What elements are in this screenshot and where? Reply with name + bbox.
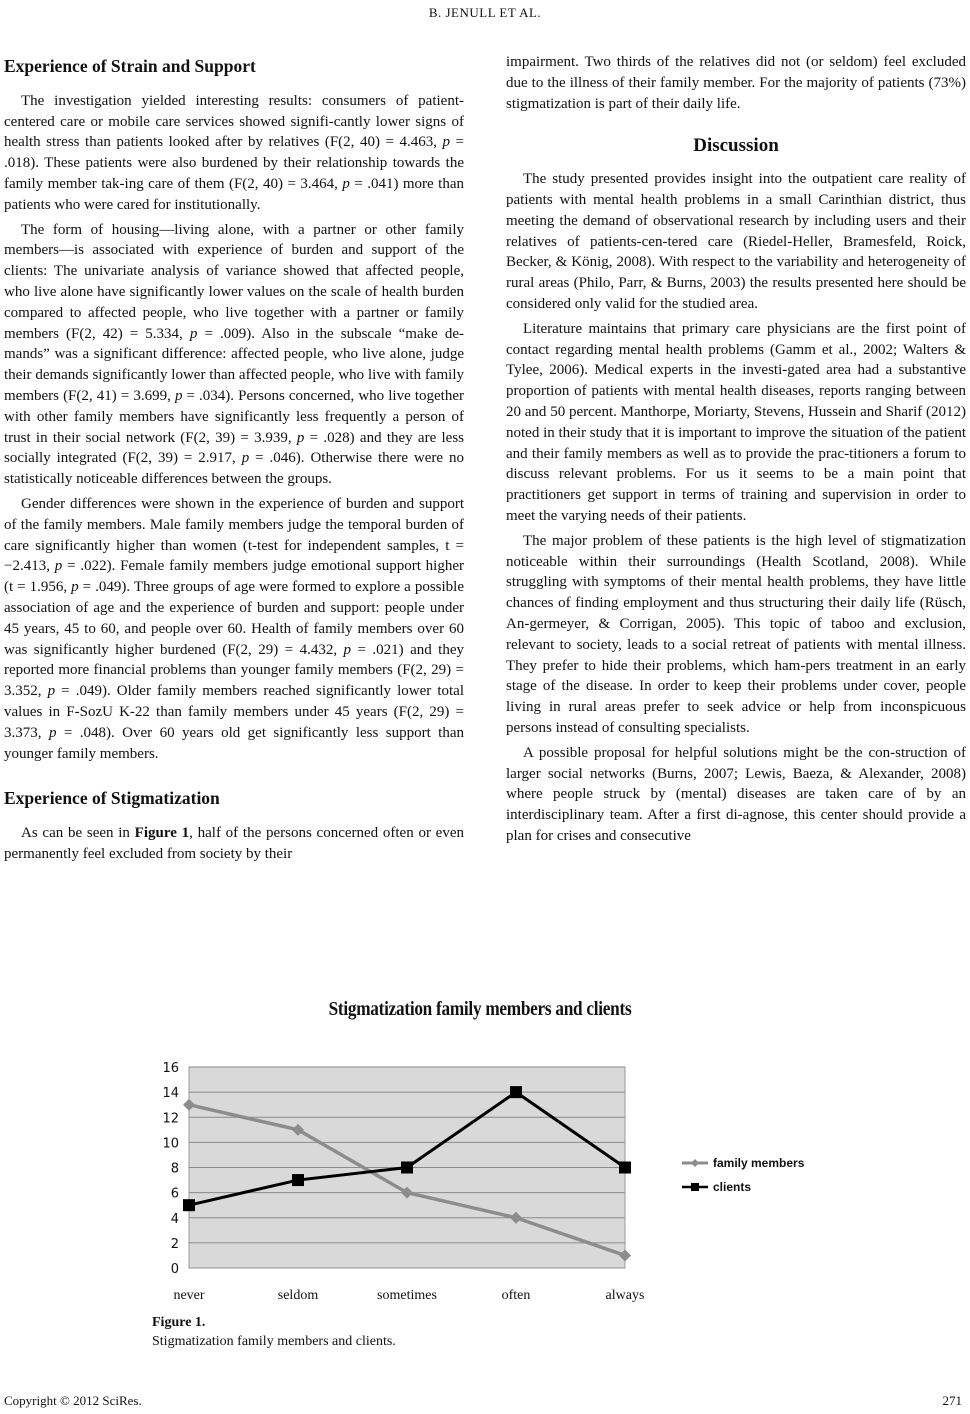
figure-label: Figure 1. bbox=[152, 1315, 206, 1330]
paragraph: The investigation yielded interesting results: consumers of patient-centered care or mobile care services showed signifi-cantly lower signs of health stress than patients looked after by relatives (F(2, 40) = 4.463, p = .018). These patients were also burdened by their relationship towards the family member tak-ing care of them (F(2, 40) = 3.464, p = .041) more than patients who were cared for institutionally. bbox=[4, 92, 464, 213]
paragraph: Gender differences were shown in the experience of burden and support of the family members. Male family members judge the temporal burden of care significantly higher than women (t-test for independent samples, t = −2.413, p = .022). Female family members judge emotional support higher (t = 1.956, p = .049). Three groups of age were formed to explore a possible association of age and the experience of burden and support: people under 45 years, 45 to 60, and people over 60. Health of family members over 60 was significantly higher burdened (F(2, 29) = 4.432, p = .021) and they reported more financial problems than younger family members (F(2, 29) = 3.352, p = .049). Older family members reached significantly lower total values in F-SozU K-22 than family members under 45 years (F(2, 29) = 3.373, p = .048). Over 60 years old get significantly less support than younger family members. bbox=[4, 495, 465, 762]
paragraph: Literature maintains that primary care physicians are the first point of contact regarding mental health problems (Gamm et al., 2002; Walters & Tylee, 2006). Medical experts in the investi-gated area had a substantive proportion of patients with mental health diseases, reports ranging between 20 and 50 percent. Manthorpe, Moriarty, Stevens, Hussein and Sharif (2012) noted in their study that it is important to improve the situation of the patient and their family members as well as to provide the prac-titioners a forum to discuss relevant problems. For us it seems to be a main point that practitioners get support in terms of training and supervision in order to meet the varying needs of their patients. bbox=[506, 320, 966, 524]
section-heading-stigmatization: Experience of Stigmatization bbox=[4, 788, 220, 809]
data-point-clients bbox=[510, 1086, 522, 1098]
paragraph: The form of housing—living alone, with a partner or other family members—is associated with experience of burden and support of the clients: The univariate analysis of variance showed that affected people, who live alone have significantly lower values on the scale of health burden compared to affected people, who live together with a partner or family members (F(2, 42) = 5.334, p = .009). Also in the subscale “make de-mands” was a significant difference: affected people, who live alone, judge their demands significantly lower than affected people, who live with family members (F(2, 41) = 3.699, p = .034). Persons concerned, who live together with other family members have significantly less frequently a person of trust in their social network (F(2, 39) = 3.939, p = .028) and they are less socially integrated (F(2, 39) = 2.917, p = .046). Otherwise there were no statistically noticeable differences between the groups. bbox=[4, 221, 464, 488]
paragraph: As can be seen in Figure 1, half of the persons concerned often or even permanently feel excluded from society by their bbox=[4, 825, 465, 862]
paragraph: impairment. Two thirds of the relatives did not (or seldom) feel excluded due to the illness of their family member. For the majority of patients (73%) stigmatization is part of their daily life. bbox=[506, 54, 966, 112]
page-number: 271 bbox=[942, 1393, 962, 1408]
section-heading-discussion: Discussion bbox=[693, 135, 779, 157]
data-point-clients bbox=[401, 1162, 413, 1174]
x-category-label: often bbox=[501, 1288, 531, 1303]
right-column bbox=[506, 52, 966, 851]
y-tick-label: 10 bbox=[162, 1136, 179, 1152]
y-tick-label: 2 bbox=[170, 1236, 179, 1252]
data-point-clients bbox=[183, 1199, 195, 1211]
legend-label: clients bbox=[713, 1180, 752, 1194]
data-point-clients bbox=[292, 1174, 304, 1186]
x-category-label: seldom bbox=[277, 1288, 319, 1303]
y-tick-label: 0 bbox=[170, 1262, 179, 1277]
legend-marker bbox=[691, 1159, 699, 1167]
figure-caption-text: Stigmatization family members and clients. bbox=[152, 1334, 396, 1349]
x-category-label: never bbox=[173, 1288, 205, 1303]
left-column bbox=[4, 52, 464, 869]
x-category-label: sometimes bbox=[377, 1288, 437, 1303]
y-tick-label: 14 bbox=[162, 1086, 179, 1102]
legend-label: family members bbox=[713, 1156, 805, 1170]
section-heading-strain-support: Experience of Strain and Support bbox=[4, 56, 256, 76]
y-tick-label: 4 bbox=[170, 1211, 179, 1227]
paragraph: The major problem of these patients is the high level of stigmatization noticeable within their surroundings (Health Scotland, 2008). While struggling with symptoms of their mental health problems, they have little chances of finding employment and thus structuring their daily life (Rüsch, An-germeyer, & Corrigan, 2005). This topic of taboo and exclusion, relevant to society, leads to a social retreat of patients with mental illness. They prefer to hide their problems, which ham-pers treatment in an early stage of the disease. In order to keep their problems under cover, people living in rural areas prefer to seek advice or help from inconspicuous persons instead of consulting specialists. bbox=[506, 532, 966, 736]
chart-title: Stigmatization family members and clients bbox=[328, 998, 632, 1020]
line-chart bbox=[140, 1048, 840, 1308]
y-tick-label: 16 bbox=[162, 1061, 179, 1076]
legend-marker bbox=[691, 1183, 699, 1191]
y-tick-label: 8 bbox=[170, 1161, 179, 1177]
running-head: B. JENULL ET AL. bbox=[428, 5, 542, 20]
figure-caption bbox=[152, 1313, 396, 1351]
x-category-label: always bbox=[605, 1288, 645, 1303]
copyright: Copyright © 2012 SciRes. bbox=[4, 1393, 142, 1408]
paragraph: A possible proposal for helpful solutions might be the con-struction of larger social networks (Burns, 2007; Lewis, Baeza, & Alexander, 2008) where people struck by (mental) diseases are taken care of by an interdisciplinary team. After a first di-agnose, this center should provide a plan for crises and consecutive bbox=[506, 744, 966, 844]
data-point-clients bbox=[619, 1162, 631, 1174]
y-tick-label: 12 bbox=[162, 1111, 179, 1127]
paragraph: The study presented provides insight into the outpatient care reality of patients with mental health problems in a small Carinthian district, thus meeting the demand of observational research by including users and their relatives of patients-cen-tered care (Riedel-Heller, Bramesfeld, Roick, Becker, & König, 2008). With respect to the variability and heterogeneity of rural areas (Philo, Parr, & Burns, 2003) the results presented here should be considered only valid for the studied area. bbox=[506, 171, 966, 312]
y-tick-label: 6 bbox=[170, 1186, 179, 1202]
